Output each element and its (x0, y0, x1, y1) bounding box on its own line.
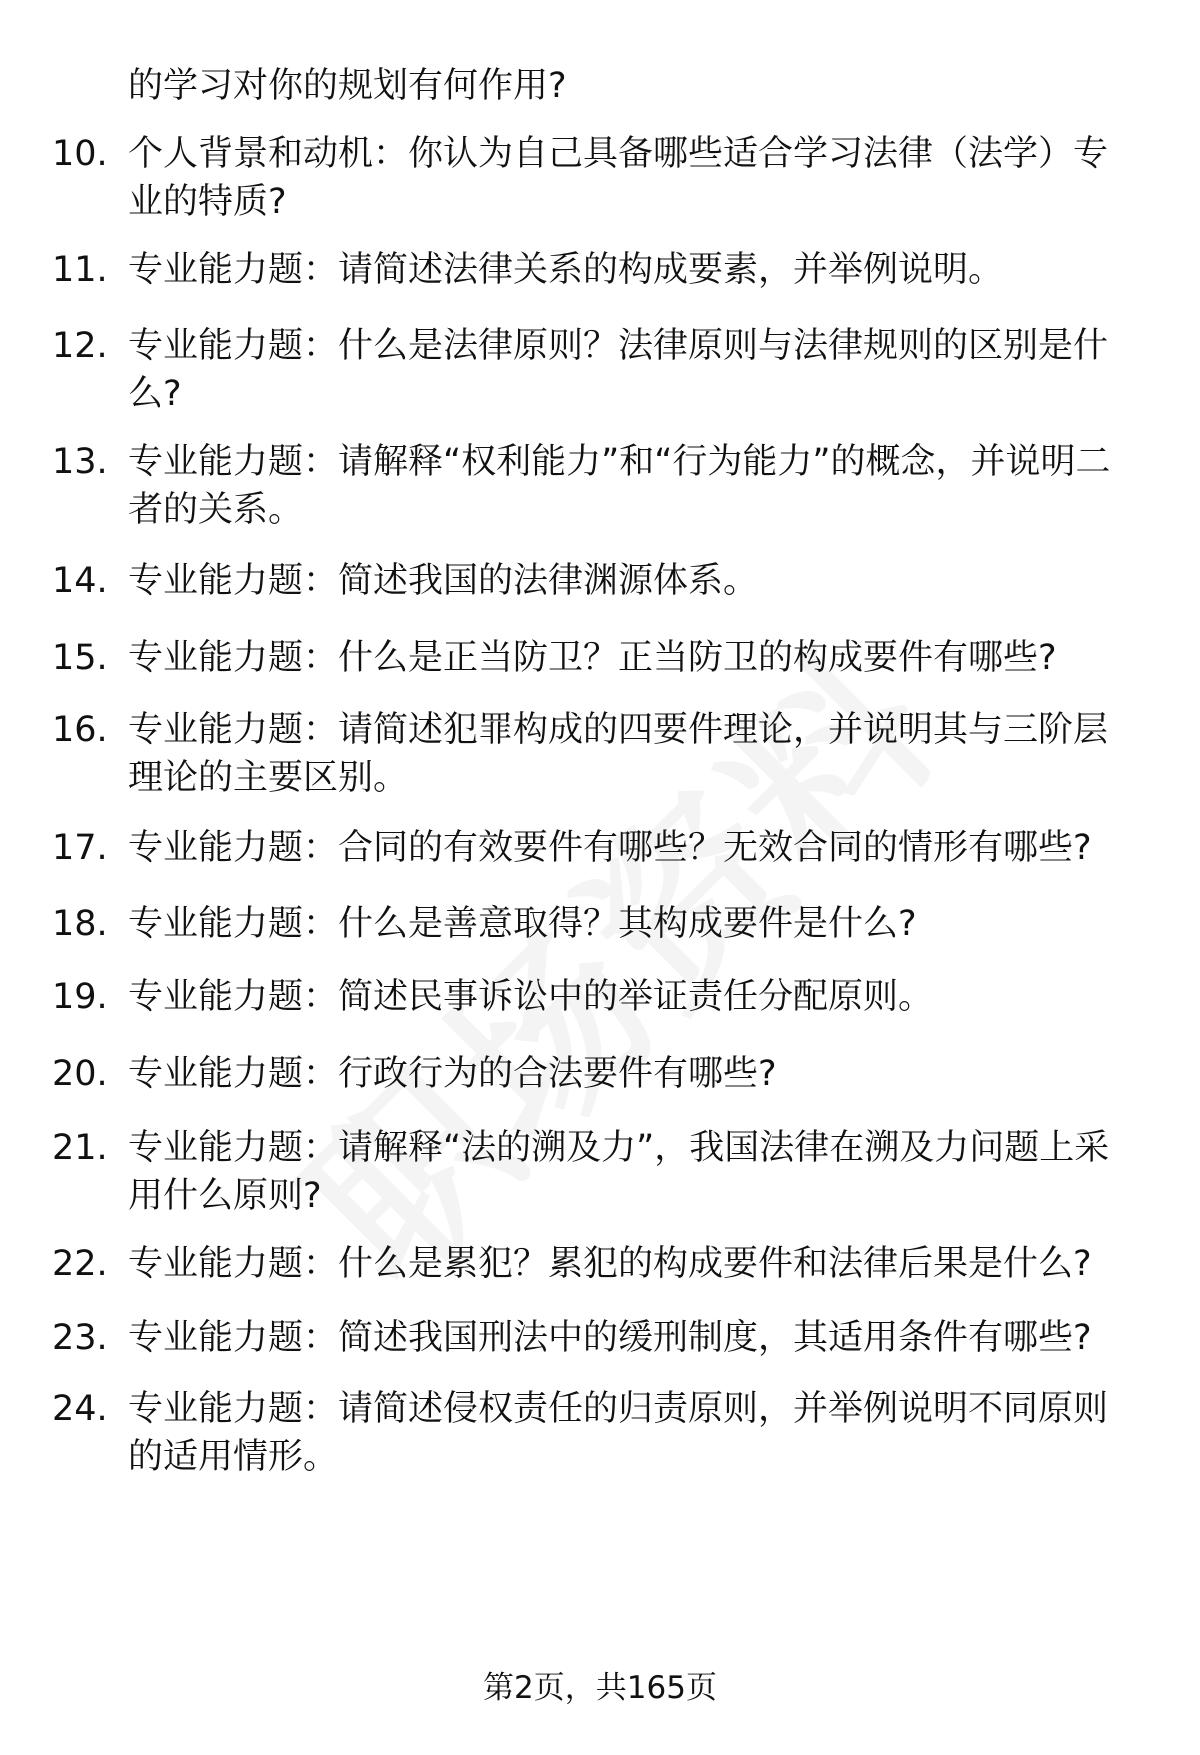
list-item (52, 634, 1142, 682)
question-number: 24. (52, 1389, 108, 1429)
question-text: 专业能力题：什么是正当防卫？正当防卫的构成要件有哪些? (128, 638, 1057, 678)
question-number: 16. (52, 710, 108, 750)
question-text: 专业能力题：简述民事诉讼中的举证责任分配原则。 (128, 977, 934, 1017)
list-item (52, 900, 1142, 948)
question-text: 专业能力题：请解释“法的溯及力”，我国法律在溯及力问题上采用什么原则? (128, 1128, 1110, 1216)
list-item (52, 1050, 1142, 1098)
list-item (52, 438, 1142, 534)
list-item (52, 1124, 1142, 1220)
list-item (52, 973, 1142, 1021)
question-text: 专业能力题：行政行为的合法要件有哪些? (128, 1054, 777, 1094)
question-number: 21. (52, 1128, 108, 1168)
question-number: 20. (52, 1054, 108, 1094)
question-number: 17. (52, 828, 108, 868)
list-item (52, 557, 1142, 605)
question-number: 15. (52, 638, 108, 678)
question-text: 专业能力题：请简述犯罪构成的四要件理论，并说明其与三阶层理论的主要区别。 (128, 710, 1109, 798)
question-number: 23. (52, 1318, 108, 1358)
question-continuation: 的学习对你的规划有何作用? (128, 66, 567, 106)
list-item (52, 322, 1142, 418)
list-item (52, 246, 1142, 294)
question-text: 专业能力题：什么是累犯？累犯的构成要件和法律后果是什么? (128, 1244, 1092, 1284)
list-item (52, 1240, 1142, 1288)
question-number: 13. (52, 442, 108, 482)
list-item (52, 824, 1142, 872)
list-item (52, 706, 1142, 802)
question-text: 专业能力题：请解释“权利能力”和“行为能力”的概念，并说明二者的关系。 (128, 442, 1111, 530)
list-item (52, 1385, 1142, 1481)
question-text: 专业能力题：什么是善意取得？其构成要件是什么? (128, 904, 917, 944)
question-number: 11. (52, 250, 108, 290)
question-number: 10. (52, 134, 108, 174)
question-text: 个人背景和动机：你认为自己具备哪些适合学习法律（法学）专业的特质? (128, 134, 1109, 222)
list-item (52, 1314, 1142, 1362)
question-number: 14. (52, 561, 108, 601)
question-text: 专业能力题：什么是法律原则？法律原则与法律规则的区别是什么? (128, 326, 1109, 414)
question-number: 19. (52, 977, 108, 1017)
question-number: 18. (52, 904, 108, 944)
question-text: 专业能力题：简述我国的法律渊源体系。 (128, 561, 759, 601)
question-number: 22. (52, 1244, 108, 1284)
question-text: 专业能力题：请简述法律关系的构成要素，并举例说明。 (128, 250, 1004, 290)
question-number: 12. (52, 326, 108, 366)
question-text: 专业能力题：合同的有效要件有哪些？无效合同的情形有哪些? (128, 828, 1092, 868)
list-item (52, 130, 1142, 226)
question-text: 专业能力题：简述我国刑法中的缓刑制度，其适用条件有哪些? (128, 1318, 1092, 1358)
question-text: 专业能力题：请简述侵权责任的归责原则，并举例说明不同原则的适用情形。 (128, 1389, 1109, 1477)
page-footer: 第2页，共165页 (483, 1670, 717, 1706)
